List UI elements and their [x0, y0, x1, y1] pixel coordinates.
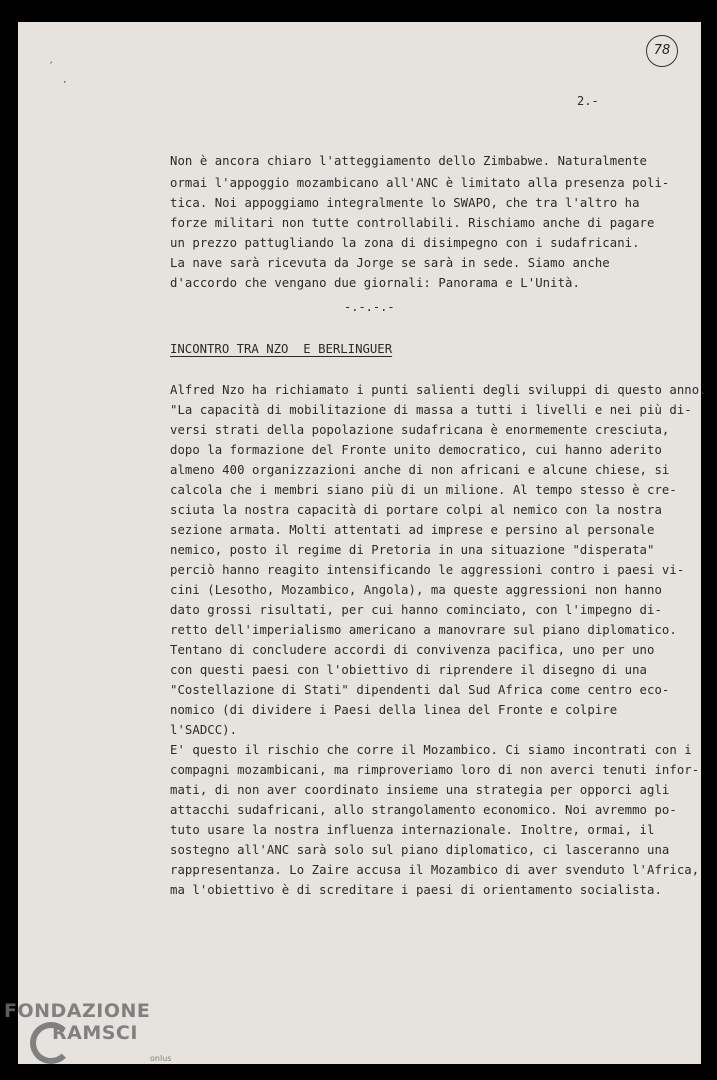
text-line: nomico (di dividere i Paesi della linea del Fronte e colpire: [170, 703, 618, 717]
text-line: "La capacità di mobilitazione di massa a tutti i livelli e nei più di-: [170, 403, 692, 417]
fondazione-gramsci-watermark: [4, 1000, 204, 1080]
text-line: almeno 400 organizzazioni anche di non africani e alcune chiese, si: [170, 463, 670, 477]
text-line: rappresentanza. Lo Zaire accusa il Mozambico di aver svenduto l'Africa,: [170, 863, 700, 877]
text-line: tica. Noi appoggiamo integralmente lo SWAPO, che tra l'altro ha: [170, 196, 640, 210]
text-line: versi strati della popolazione sudafricana è enormemente cresciuta,: [170, 423, 670, 437]
text-line: Alfred Nzo ha richiamato i punti salienti degli sviluppi di questo anno.: [170, 383, 707, 397]
text-line: mati, di non aver coordinato insieme una strategia per opporci agli: [170, 783, 670, 797]
watermark-line-3: onlus: [150, 1054, 172, 1063]
text-line: ma l'obiettivo è di screditare i paesi di orientamento socialista.: [170, 883, 662, 897]
text-line: un prezzo pattugliando la zona di disimpegno con i sudafricani.: [170, 236, 640, 250]
section-separator: -.-.-.-: [344, 300, 395, 314]
text-line: l'SADCC).: [170, 723, 238, 737]
text-line: nemico, posto il regime di Pretoria in una situazione "disperata": [170, 543, 655, 557]
text-line: sciuta la nostra capacità di portare colpi al nemico con la nostra: [170, 503, 662, 517]
text-line: perciò hanno reagito intensificando le aggressioni contro i paesi vi-: [170, 563, 685, 577]
page-number: 2.-: [577, 94, 599, 108]
text-line: Non è ancora chiaro l'atteggiamento dello Zimbabwe. Naturalmente: [170, 154, 648, 168]
text-line: calcola che i membri siano più di un milione. Al tempo stesso è cre-: [170, 483, 677, 497]
text-line: retto dell'imperialismo americano a manovrare sul piano diplomatico.: [170, 623, 677, 637]
text-line: cini (Lesotho, Mozambico, Angola), ma queste aggressioni non hanno: [170, 583, 662, 597]
text-line: sostegno all'ANC sarà solo sul piano diplomatico, ci lasceranno una: [170, 843, 670, 857]
text-line: Tentano di concludere accordi di convivenza pacifica, uno per uno: [170, 643, 655, 657]
text-line: "Costellazione di Stati" dipendenti dal Sud Africa come centro eco-: [170, 683, 670, 697]
text-line: forze militari non tutte controllabili. Rischiamo anche di pagare: [170, 216, 655, 230]
watermark-line-2: RAMSCI: [52, 1022, 138, 1044]
text-line: ormai l'appoggio mozambicano all'ANC è limitato alla presenza poli-: [170, 176, 670, 190]
text-line: La nave sarà ricevuta da Jorge se sarà in sede. Siamo anche: [170, 256, 610, 270]
text-line: compagni mozambicani, ma rimproveriamo loro di non averci tenuti infor-: [170, 763, 700, 777]
ink-speck: ´: [48, 62, 54, 72]
text-line: dopo la formazione del Fronte unito democratico, cui hanno aderito: [170, 443, 662, 457]
watermark-line-1: FONDAZIONE: [4, 1000, 151, 1022]
text-line: d'accordo che vengano due giornali: Panorama e L'Unità.: [170, 276, 580, 290]
text-line: E' questo il rischio che corre il Mozambico. Ci siamo incontrati con i: [170, 743, 692, 757]
text-line: attacchi sudafricani, allo strangolamento economico. Noi avremmo po-: [170, 803, 677, 817]
text-line: sezione armata. Molti attentati ad imprese e persino al personale: [170, 523, 655, 537]
text-line: dato grossi risultati, per cui hanno cominciato, con l'impegno di-: [170, 603, 662, 617]
text-line: con questi paesi con l'obiettivo di riprendere il disegno di una: [170, 663, 648, 677]
folio-stamp: 78: [646, 35, 678, 67]
section-heading: INCONTRO TRA NZO E BERLINGUER: [170, 342, 393, 356]
text-line: tuto usare la nostra influenza internazionale. Inoltre, ormai, il: [170, 823, 655, 837]
ink-speck: ·: [62, 78, 68, 88]
